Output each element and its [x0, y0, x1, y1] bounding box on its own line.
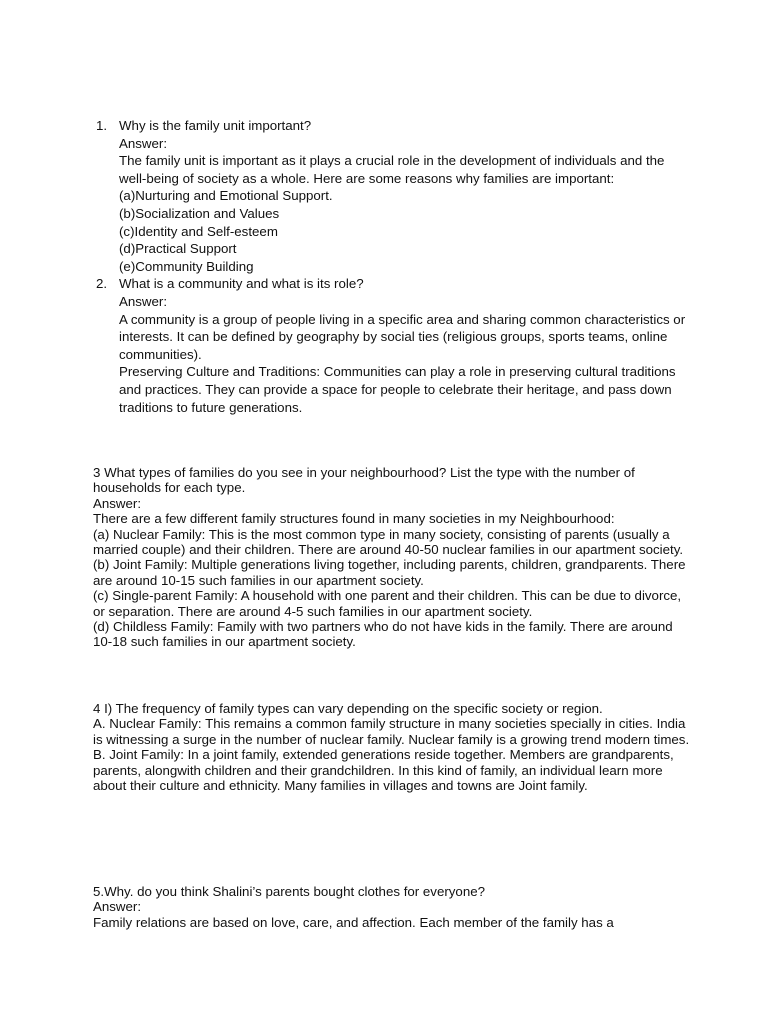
reason-item: (c)Identity and Self-esteem [119, 223, 278, 239]
question-3-answer-label: Answer: [93, 495, 142, 511]
community-role: Preserving Culture and Traditions: Communities can play a role in preserving cultural traditions and practices. They can provide a space for people to celebrate their heritage, and pass down traditions to future generations. [119, 364, 676, 415]
numbered-question-list [93, 117, 693, 416]
reason-item: (d)Practical Support [119, 241, 237, 257]
question-2-text: What is a community and what is its role? [119, 276, 364, 292]
question-1-text: Why is the family unit important? [119, 118, 312, 133]
question-1 [93, 117, 693, 275]
reason-item: (b)Socialization and Values [119, 205, 280, 221]
reason-item: (e)Community Building [119, 258, 254, 274]
question-3-section [93, 465, 693, 650]
frequency-point: A. Nuclear Family: This remains a common family structure in many societies specially in cities. India is witnessing a surge in the number of nuclear family. Nuclear family is a growing trend modern times. [93, 716, 690, 747]
question-1-answer-intro: The family unit is important as it plays a crucial role in the development of individuals and the well-being of society as a whole. Here are some reasons why families are important: [119, 153, 665, 186]
question-2-number: 2. [96, 276, 108, 292]
family-type-item: (b) Joint Family: Multiple generations living together, including parents, children, grandparents. There are around 10-15 such families in our apartment society. [93, 557, 686, 588]
question-4-heading: 4 I) The frequency of family types can vary depending on the specific society or region. [93, 701, 603, 716]
community-definition: A community is a group of people living in a specific area and sharing common characteristics or interests. It can be defined by geography by social ties (religious groups, sports teams, online communities). [119, 311, 686, 362]
reason-item: (a)Nurturing and Emotional Support. [119, 188, 333, 204]
family-type-item: (c) Single-parent Family: A household with one parent and their children. This can be due to divorce, or separation. There are around 4-5 such families in our apartment society. [93, 588, 682, 619]
question-5-answer-label: Answer: [93, 899, 142, 915]
family-type-item: (d) Childless Family: Family with two partners who do not have kids in the family. There are around 10-18 such families in our apartment society. [93, 619, 673, 650]
question-3-text: 3 What types of families do you see in your neighbourhood? List the type with the number of households for each type. [93, 465, 635, 496]
question-4-section [93, 701, 693, 793]
question-2-answer-label: Answer: [119, 293, 168, 309]
question-3-answer-intro: There are a few different family structures found in many societies in my Neighbourhood: [93, 511, 615, 527]
question-2 [93, 275, 693, 416]
frequency-point: B. Joint Family: In a joint family, extended generations reside together. Members are grandparents, parents, alongwith children and their grandchildren. In this kind of family, an individual learn more about their culture and ethnicity. Many families in villages and towns are Joint family. [93, 747, 674, 794]
question-5-answer: Family relations are based on love, care, and affection. Each member of the family has a [93, 914, 614, 930]
question-5-section [93, 884, 693, 930]
question-1-number: 1. [96, 118, 108, 133]
question-1-answer-label: Answer: [119, 135, 168, 151]
question-5-text: 5.Why. do you think Shalini’s parents bought clothes for everyone? [93, 884, 485, 899]
family-type-item: (a) Nuclear Family: This is the most common type in many society, consisting of parents (usually a married couple) and their children. There are around 40-50 nuclear families in our apartment society. [93, 526, 684, 558]
